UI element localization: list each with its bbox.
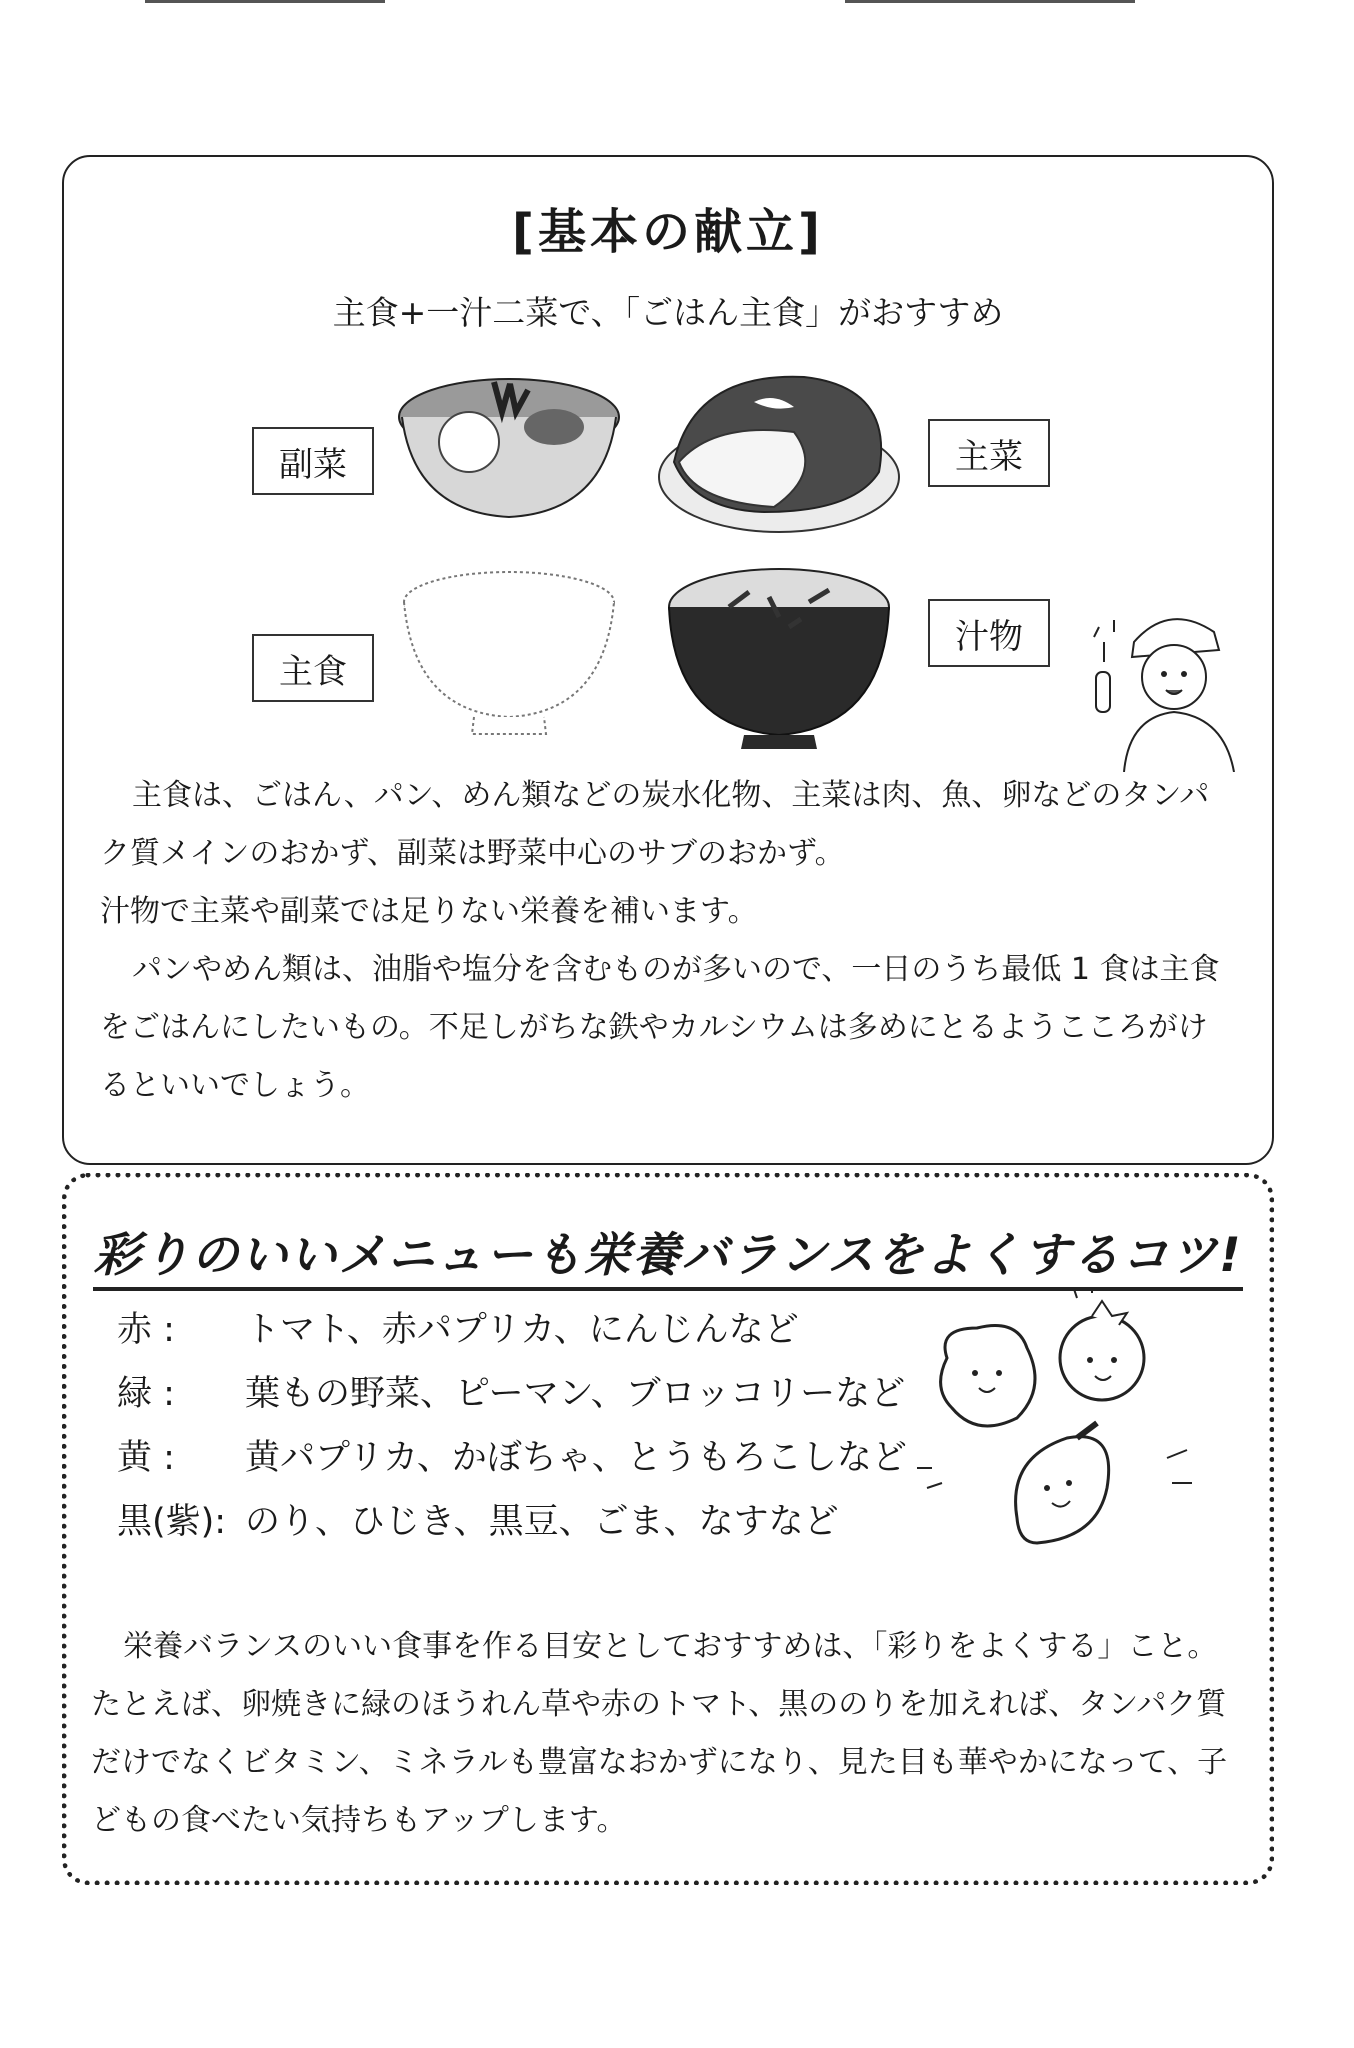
color-key: 黒(紫): <box>117 1502 227 1542</box>
miso-soup-illustration <box>659 557 899 752</box>
vegetable-characters-illustration <box>907 1288 1237 1598</box>
color-key: 赤 : <box>117 1310 175 1350</box>
paragraph-2: 汁物で主菜や副菜では足りない栄養を補います。 <box>100 894 758 929</box>
label-fukusai: 副菜 <box>252 427 374 495</box>
section-title: [基本の献立] <box>512 204 824 260</box>
tips-paragraph: 栄養バランスのいい食事を作る目安としておすすめは、「彩りをよくする」こと。たとえば、卵焼きに緑のほうれん草や赤のトマト、黒ののりを加えれば、タンパク質だけでなくビタミン、ミネラルも豊富なおかずになり、見た目も華やかになって、子どもの食べたい気持ちもアップします。 <box>91 1629 1228 1838</box>
section-subtitle: 主食+一汁二菜で、「ごはん主食」がおすすめ <box>332 293 1004 332</box>
color-row-green <box>117 1362 907 1426</box>
top-scan-mark-left <box>145 0 385 3</box>
color-items: トマト、赤パプリカ、にんじんなど <box>245 1310 799 1350</box>
color-key: 緑 : <box>117 1374 175 1414</box>
color-items: 葉もの野菜、ピーマン、ブロッコリーなど <box>245 1374 906 1414</box>
rice-bowl-illustration <box>394 562 624 742</box>
top-scan-mark-right <box>845 0 1135 3</box>
main-dish-illustration <box>654 362 904 537</box>
color-tips-box <box>62 1173 1274 1885</box>
color-row-black <box>117 1490 907 1554</box>
tips-title-text: 彩りのいいメニューも栄養バランスをよくするコツ! <box>93 1228 1242 1291</box>
label-shusai: 主菜 <box>928 419 1050 487</box>
tips-title <box>67 1218 1269 1285</box>
tips-text <box>91 1618 1239 1850</box>
paragraph-1: 主食は、ごはん、パン、めん類などの炭水化物、主菜は肉、魚、卵などのタンパク質メインのおかず、副菜は野菜中心のサブのおかず。 <box>100 778 1210 871</box>
label-shushoku: 主食 <box>252 634 374 702</box>
color-items: のり、ひじき、黒豆、ごま、なすなど <box>245 1502 839 1542</box>
color-list <box>117 1298 907 1554</box>
basic-menu-box <box>62 155 1274 1165</box>
color-key: 黄 : <box>117 1438 175 1478</box>
color-row-yellow <box>117 1426 907 1490</box>
color-row-red <box>117 1298 907 1362</box>
color-items: 黄パプリカ、かぼちゃ、とうもろこしなど <box>245 1438 907 1478</box>
label-shirumono: 汁物 <box>928 599 1050 667</box>
side-dish-illustration <box>394 372 624 522</box>
paragraph-3: パンやめん類は、油脂や塩分を含むものが多いので、一日のうち最低 1 食は主食をごはんにしたいもの。不足しがちな鉄やカルシウムは多めにとるようこころがけるといいでしょう。 <box>100 952 1220 1103</box>
cook-character-illustration <box>1074 602 1264 772</box>
basic-menu-text <box>100 767 1232 1115</box>
